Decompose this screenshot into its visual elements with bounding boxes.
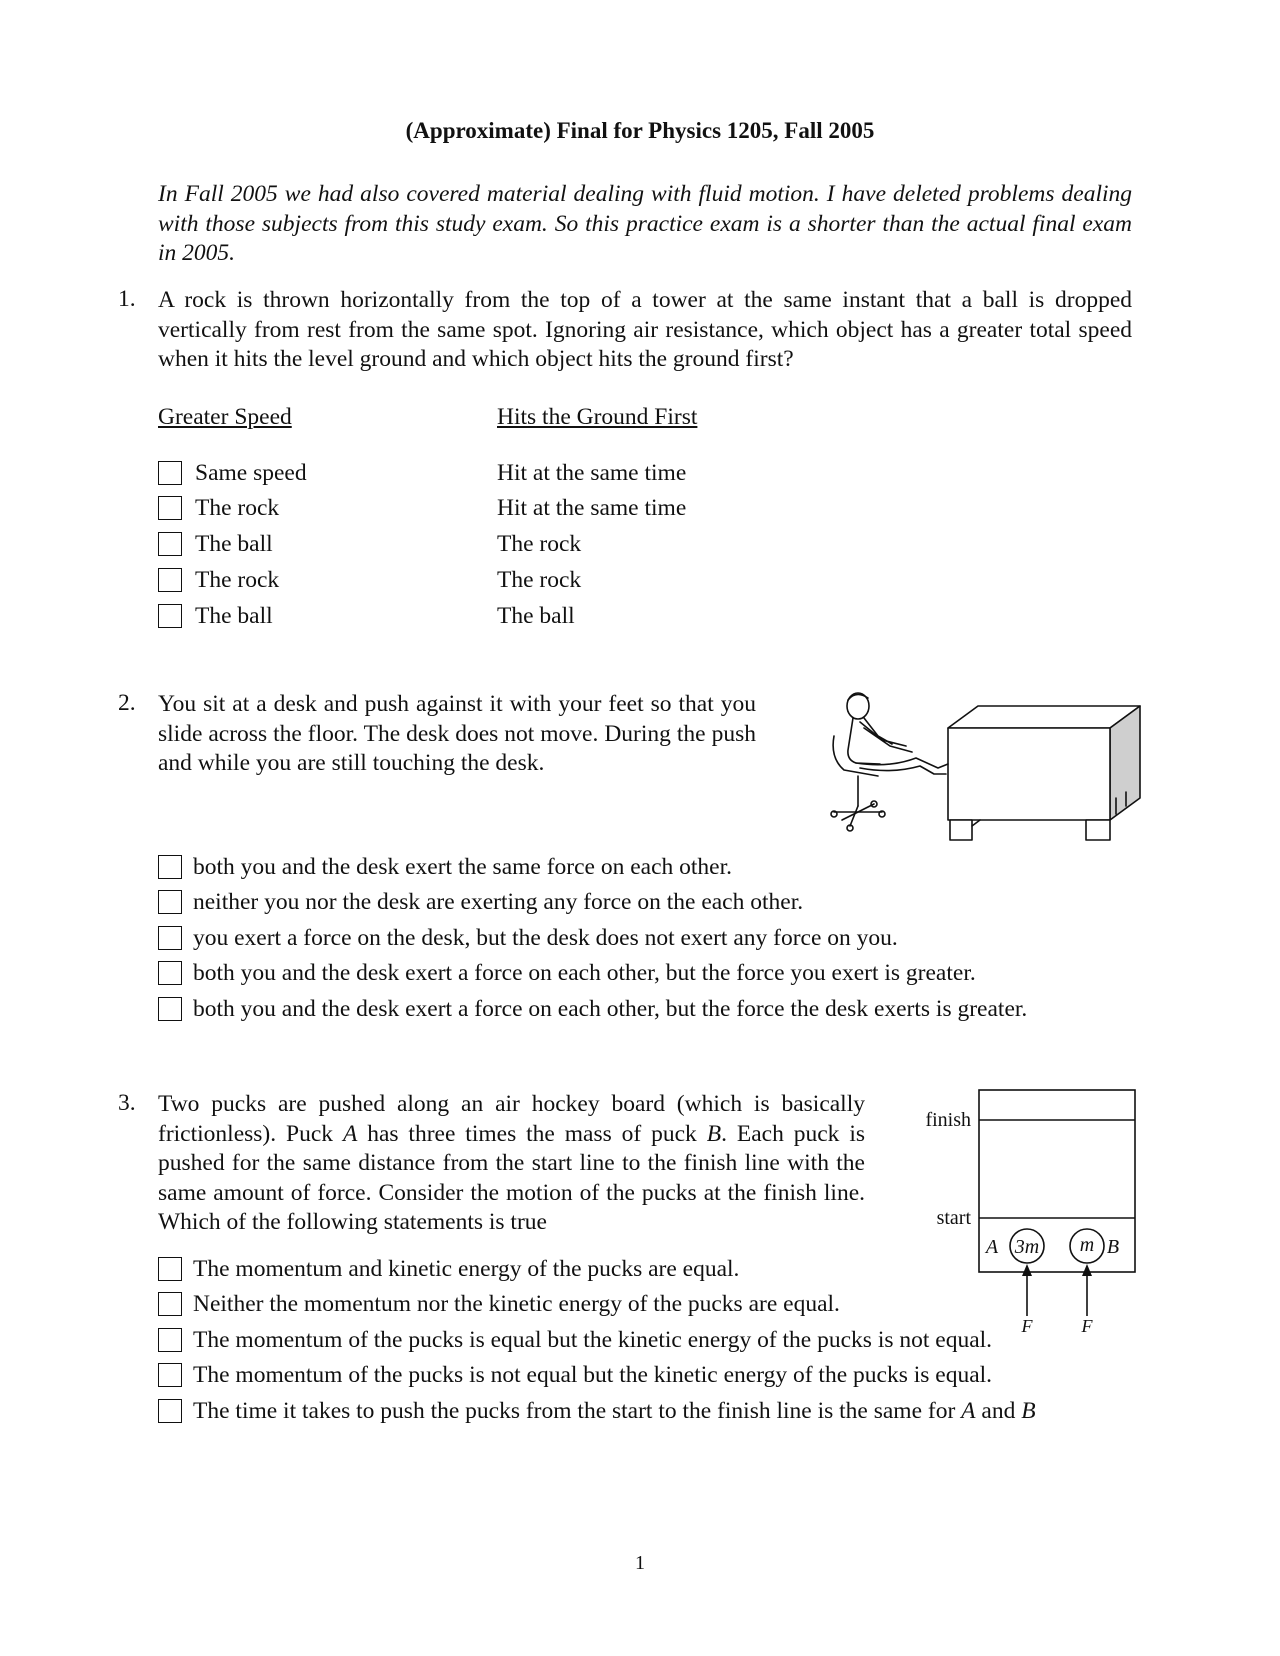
q1-option-2-speed: The rock bbox=[195, 495, 280, 521]
q2-text: You sit at a desk and push against it with your feet so that you slide across the floor. The desk does not move. During the push and while you are still touching the desk. bbox=[158, 691, 756, 776]
q3-option-5-puck-b: B bbox=[1021, 1398, 1036, 1424]
q2-option-3-checkbox[interactable] bbox=[158, 926, 182, 950]
q1-option-5-first: The ball bbox=[497, 603, 575, 629]
finish-line-label: finish bbox=[925, 1109, 971, 1131]
q2-option-1-checkbox[interactable] bbox=[158, 855, 182, 879]
q3-puck-b-ref: B bbox=[706, 1120, 722, 1147]
q3-option-1-checkbox[interactable] bbox=[158, 1257, 182, 1281]
q1-option-3-speed: The ball bbox=[195, 531, 273, 557]
q3-number: 3. bbox=[118, 1090, 136, 1116]
q2-number: 2. bbox=[118, 690, 136, 716]
q3-option-1-text: The momentum and kinetic energy of the pucks are equal. bbox=[193, 1256, 740, 1282]
q1-option-4-first: The rock bbox=[497, 567, 582, 593]
puck-a-mass: 3m bbox=[1014, 1236, 1040, 1258]
q3-text bbox=[158, 1090, 865, 1238]
q2-option-2-text: neither you nor the desk are exerting any force on the each other. bbox=[193, 889, 804, 915]
q3-text-part-2: has three times the mass of puck bbox=[357, 1120, 707, 1147]
q3-option-5-prefix: The time it takes to push the pucks from the start to the finish line is the same for bbox=[193, 1398, 962, 1424]
q1-option-2-checkbox[interactable] bbox=[158, 496, 182, 520]
page-number: 1 bbox=[635, 1552, 645, 1574]
person-pushing-desk-illustration bbox=[820, 688, 1150, 858]
q3-option-2-text: Neither the momentum nor the kinetic energy of the pucks are equal. bbox=[193, 1291, 840, 1317]
q1-col-hits-first: Hits the Ground First bbox=[497, 404, 698, 430]
q3-option-4-checkbox[interactable] bbox=[158, 1363, 182, 1387]
q1-option-5-checkbox[interactable] bbox=[158, 604, 182, 628]
q1-option-1-checkbox[interactable] bbox=[158, 461, 182, 485]
q3-option-4-text: The momentum of the pucks is not equal but the kinetic energy of the pucks is equal. bbox=[193, 1362, 993, 1388]
q1-text: A rock is thrown horizontally from the top of a tower at the same instant that a ball is dropped vertically from rest from the same spot. Ignoring air resistance, which object has a greater total speed when it hits the level ground and which object hits the ground first? bbox=[158, 287, 1132, 372]
puck-a-label: A bbox=[985, 1236, 999, 1258]
page-title: (Approximate) Final for Physics 1205, Fall 2005 bbox=[405, 118, 875, 143]
q1-col-greater-speed: Greater Speed bbox=[158, 404, 292, 430]
force-b-label: F bbox=[1081, 1316, 1093, 1333]
q1-option-1-speed: Same speed bbox=[195, 460, 307, 486]
q3-option-5-checkbox[interactable] bbox=[158, 1399, 182, 1423]
q3-option-5-puck-a: A bbox=[961, 1398, 976, 1424]
q1-option-4-speed: The rock bbox=[195, 567, 280, 593]
q1-option-3-first: The rock bbox=[497, 531, 582, 557]
q3-text-part-3: . Each puck is pushed for the same distance from the start line to the finish line with the same amount of force. Consider the motion of the pucks at the finish line. Which of the following statements is true bbox=[158, 1120, 865, 1235]
q1-option-2-first: Hit at the same time bbox=[497, 495, 687, 521]
q3-option-5-and: and bbox=[975, 1398, 1022, 1424]
force-a-label: F bbox=[1021, 1316, 1033, 1333]
start-line-label: start bbox=[936, 1207, 971, 1229]
q1-option-1-first: Hit at the same time bbox=[497, 460, 687, 486]
q3-text-part-1: Two pucks are pushed along an air hockey board (which is basically frictionless). Puck bbox=[158, 1091, 865, 1147]
air-hockey-board-diagram bbox=[915, 1088, 1145, 1333]
q2-option-5-checkbox[interactable] bbox=[158, 997, 182, 1021]
q2-option-5-text: both you and the desk exert a force on each other, but the force the desk exerts is greater. bbox=[193, 996, 1028, 1022]
intro-note: In Fall 2005 we had also covered material dealing with fluid motion. I have deleted problems dealing with those subjects from this study exam. So this practice exam is a shorter than the actual final exam in 2005. bbox=[158, 181, 1132, 266]
q2-option-4-text: both you and the desk exert a force on each other, but the force you exert is greater. bbox=[193, 960, 976, 986]
q1-number: 1. bbox=[118, 286, 136, 312]
q3-option-3-checkbox[interactable] bbox=[158, 1328, 182, 1352]
q2-option-4-checkbox[interactable] bbox=[158, 961, 182, 985]
q2-option-1-text: both you and the desk exert the same force on each other. bbox=[193, 854, 732, 880]
q1-option-5-speed: The ball bbox=[195, 603, 273, 629]
q2-option-3-text: you exert a force on the desk, but the desk does not exert any force on you. bbox=[193, 925, 898, 951]
q3-puck-a-ref: A bbox=[342, 1120, 358, 1147]
q2-option-2-checkbox[interactable] bbox=[158, 890, 182, 914]
q1-option-4-checkbox[interactable] bbox=[158, 568, 182, 592]
q1-option-3-checkbox[interactable] bbox=[158, 532, 182, 556]
puck-b-mass: m bbox=[1079, 1234, 1095, 1256]
q3-option-5-text bbox=[193, 1396, 1036, 1426]
q3-option-2-checkbox[interactable] bbox=[158, 1292, 182, 1316]
q3-option-3-text: The momentum of the pucks is equal but the kinetic energy of the pucks is not equal. bbox=[193, 1327, 993, 1353]
puck-b-label: B bbox=[1106, 1236, 1120, 1258]
